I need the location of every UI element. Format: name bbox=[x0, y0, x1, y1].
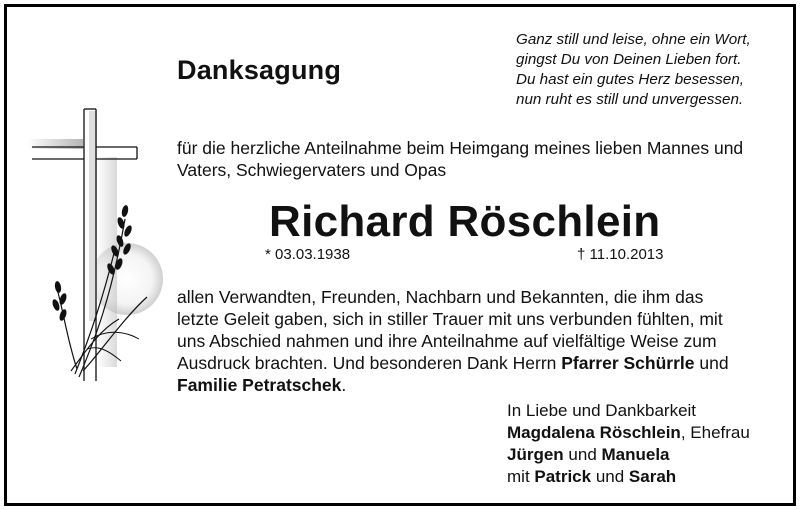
signature-line bbox=[507, 422, 750, 444]
body-text: Ausdruck brachten. Und besonderen Dank Herrn bbox=[177, 353, 562, 373]
death-date bbox=[577, 246, 663, 263]
poem-line: nun ruht es still und unvergessen. bbox=[516, 91, 744, 108]
daughter-in-law-name: Manuela bbox=[601, 445, 670, 464]
signature-block bbox=[507, 400, 750, 488]
body-line bbox=[177, 374, 777, 396]
page-title: Danksagung bbox=[177, 55, 342, 85]
birth-date bbox=[265, 246, 350, 263]
intro-text bbox=[177, 137, 777, 181]
signature-text: und bbox=[563, 445, 602, 464]
widow-name: Magdalena Röschlein bbox=[507, 423, 681, 442]
grandchild-name: Patrick bbox=[534, 467, 592, 486]
birth-date-value: 03.03.1938 bbox=[275, 246, 351, 263]
poem-line: Ganz still und leise, ohne ein Wort, bbox=[516, 31, 751, 48]
intro-line: für die herzliche Anteilnahme beim Heimgang meines lieben Mannes und bbox=[177, 138, 744, 158]
family-name: Familie Petratschek bbox=[177, 375, 342, 395]
pastor-name: Pfarrer Schürrle bbox=[561, 353, 695, 373]
signature-text: mit bbox=[507, 467, 535, 486]
signature-line bbox=[507, 444, 750, 466]
death-date-value: 11.10.2013 bbox=[589, 246, 664, 263]
signature-line: In Liebe und Dankbarkeit bbox=[507, 401, 697, 420]
death-symbol: † bbox=[577, 246, 586, 263]
body-line: letzte Geleit gaben, sich in stiller Trauer mit uns verbunden fühlten, mit bbox=[177, 309, 723, 329]
body-line bbox=[177, 352, 777, 374]
thanks-text bbox=[177, 286, 777, 396]
body-text: und bbox=[694, 353, 729, 373]
obituary-card bbox=[4, 4, 796, 506]
signature-line bbox=[507, 466, 750, 488]
signature-text: , Ehefrau bbox=[680, 423, 750, 442]
body-text: . bbox=[341, 375, 347, 395]
body-line: allen Verwandten, Freunden, Nachbarn und Bekannten, die ihm das bbox=[177, 287, 704, 307]
deceased-name: Richard Röschlein bbox=[269, 197, 661, 246]
memorial-poem bbox=[516, 30, 751, 110]
body-line: uns Abschied nahmen und ihre Anteilnahme auf vielfältige Weise zum bbox=[177, 331, 717, 351]
birth-symbol: * bbox=[265, 246, 271, 263]
son-name: Jürgen bbox=[507, 445, 564, 464]
poem-line: Du hast ein gutes Herz besessen, bbox=[516, 71, 744, 88]
cross-with-wheat-icon bbox=[27, 99, 167, 404]
grandchild-name: Sarah bbox=[628, 467, 677, 486]
intro-line: Vaters, Schwiegervaters und Opas bbox=[177, 160, 447, 180]
poem-line: gingst Du von Deinen Lieben fort. bbox=[516, 51, 742, 68]
signature-text: und bbox=[591, 467, 629, 486]
